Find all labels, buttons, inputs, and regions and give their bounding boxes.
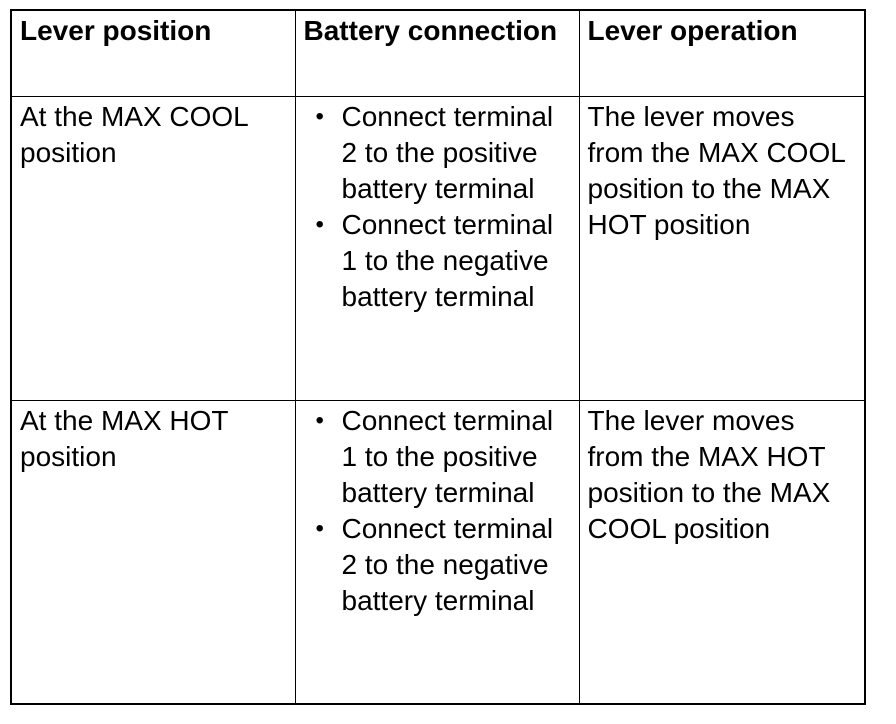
list-item xyxy=(304,99,571,207)
header-lever-position: Lever position xyxy=(11,10,295,96)
bullet-icon: • xyxy=(315,210,324,238)
lever-operation-table xyxy=(10,9,866,705)
header-battery-connection: Battery connection xyxy=(295,10,579,96)
cell-lever-operation: The lever moves from the MAX HOT position to the MAX COOL position xyxy=(579,400,865,704)
connection-list xyxy=(304,403,571,619)
cell-battery-connection xyxy=(295,96,579,400)
table-row xyxy=(11,400,865,704)
connection-list xyxy=(304,99,571,315)
bullet-icon: • xyxy=(315,406,324,434)
cell-lever-operation: The lever moves from the MAX COOL position to the MAX HOT position xyxy=(579,96,865,400)
table-row xyxy=(11,96,865,400)
list-item-text: Connect terminal 1 to the negative battery terminal xyxy=(341,208,554,312)
cell-battery-connection xyxy=(295,400,579,704)
cell-lever-position: At the MAX COOL position xyxy=(11,96,295,400)
cell-lever-position: At the MAX HOT position xyxy=(11,400,295,704)
table-header-row xyxy=(11,10,865,96)
header-lever-operation: Lever operation xyxy=(579,10,865,96)
list-item xyxy=(304,403,571,511)
list-item-text: Connect terminal 2 to the positive battery terminal xyxy=(341,100,554,204)
list-item-text: Connect terminal 1 to the positive battery terminal xyxy=(341,404,554,508)
bullet-icon: • xyxy=(315,514,324,542)
list-item-text: Connect terminal 2 to the negative battery terminal xyxy=(341,512,554,616)
list-item xyxy=(304,511,571,619)
list-item xyxy=(304,207,571,315)
bullet-icon: • xyxy=(315,102,324,130)
